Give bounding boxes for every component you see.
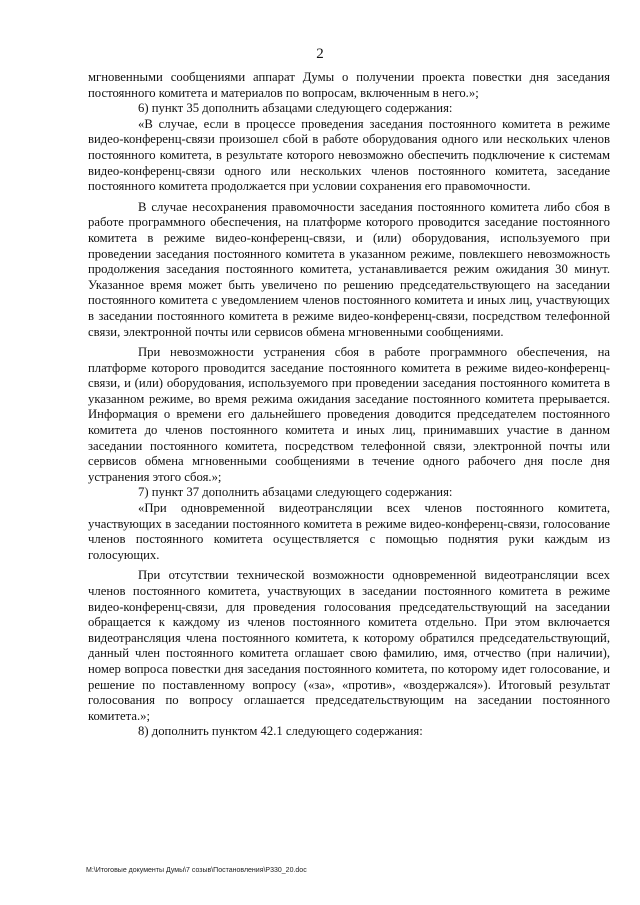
paragraph-item-7: 7) пункт 37 дополнить абзацами следующего содержания: — [138, 485, 453, 500]
paragraph-failure: В случае несохранения правомочности заседания постоянного комитета либо сбоя в работе программного обеспечения, на платформе которого проводится заседание постоянного комитета в режиме видео-конференц-связи, и (или) оборудования, используемого при проведении заседания постоянного комитета в указанном режиме, повлекшего невозможность продолжения заседания постоянного комитета, устанавливается режим ожидания 30 минут. Указанное время может быть увеличено по решению председательствующего на заседании постоянного комитета с уведомлением членов постоянного комитета и иных лиц, участвующих в заседании постоянного комитета в режиме видео-конференц-связи, посредством телефонной связи, электронной почты или сервисов обмена мгновенными сообщениями. — [88, 199, 610, 339]
paragraph-voting-hands: «При одновременной видеотрансляции всех членов постоянного комитета, участвующих в заседании постоянного комитета в режиме видео-конференц-связи, голосование членов постоянного комитета осуществляется с помощью поднятия руки каждым из голосующих. — [88, 501, 610, 562]
paragraph-voting-individual: При отсутствии технической возможности одновременной видеотрансляции всех членов постоянного комитета, участвующих в заседании постоянного комитета в режиме видео-конференц-связи, для проведения голосования председательствующий на заседании обращается к каждому из членов постоянного комитета отдельно. При этом включается видеотрансляция члена постоянного комитета, к которому обратился председательствующий, данный член постоянного комитета оглашает свою фамилию, имя, отчество (при наличии), номер вопроса повестки дня заседания постоянного комитета, по которому идет голосование, и решение по поставленному вопросу («за», «против», «воздержался»). Итоговый результат голосования по вопросу оглашается председательствующим на заседании постоянного комитета.»; — [88, 568, 610, 723]
document-body — [88, 70, 610, 740]
page-number: 2 — [316, 46, 324, 62]
footer-file-path: M:\Итоговые документы Думы\7 созыв\Постановления\P330_20.doc — [86, 867, 307, 874]
paragraph-item-8: 8) дополнить пунктом 42.1 следующего содержания: — [138, 724, 423, 739]
paragraph-continuation: мгновенными сообщениями аппарат Думы о получении проекта повестки дня заседания постоянного комитета и материалов по вопросам, включенным в него.»; — [88, 70, 610, 100]
paragraph-quote-start: «В случае, если в процессе проведения заседания постоянного комитета в режиме видео-конференц-связи произошел сбой в работе оборудования одного или нескольких членов постоянного комитета, в результате которого невозможно обеспечить подключение к системам видео-конференц-связи одного или нескольких членов постоянного комитета, заседание постоянного комитета продолжается при условии сохранения его правомочности. — [88, 116, 610, 194]
paragraph-interruption: При невозможности устранения сбоя в работе программного обеспечения, на платформе которого проводится заседание постоянного комитета в режиме видео-конференц-связи, и (или) оборудования, используемого при проведении заседания постоянного комитета в указанном режиме, во время режима ожидания заседание постоянного комитета прерывается. Информация о времени его дальнейшего проведения доводится председателем постоянного комитета до членов постоянного комитета и иных лиц, принимавших участие в данном заседании постоянного комитета, посредством телефонной связи, электронной почты или сервисов обмена мгновенными сообщениями в течение одного рабочего дня после дня устранения этого сбоя.»; — [88, 345, 610, 484]
paragraph-item-6: 6) пункт 35 дополнить абзацами следующего содержания: — [138, 101, 453, 116]
